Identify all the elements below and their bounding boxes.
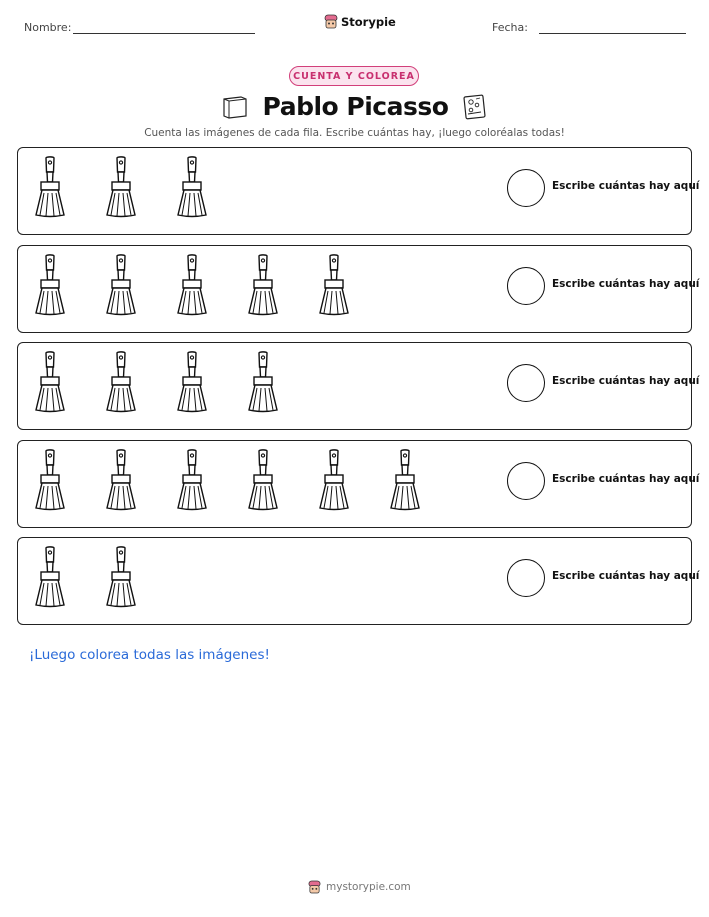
name-field[interactable] (73, 33, 255, 34)
answer-circle[interactable] (507, 462, 545, 500)
footer-note: ¡Luego colorea todas las imágenes! (29, 647, 270, 663)
counting-row (17, 147, 700, 235)
counting-row (17, 342, 700, 430)
paintbrush-icon[interactable] (172, 351, 212, 415)
brand-logo (324, 14, 396, 29)
answer-label: Escribe cuántas hay aquí (552, 375, 700, 387)
site-footer (308, 880, 411, 894)
site-url: mystorypie.com (326, 881, 411, 893)
paintbrush-icon[interactable] (314, 254, 354, 318)
answer-circle[interactable] (507, 364, 545, 402)
paintbrush-icon[interactable] (30, 546, 70, 610)
paintbrush-icon[interactable] (30, 449, 70, 513)
answer-label: Escribe cuántas hay aquí (552, 472, 700, 485)
answer-circle[interactable] (507, 559, 545, 597)
answer-circle[interactable] (507, 169, 545, 207)
painting-canvas-icon (462, 93, 488, 121)
counting-row (17, 245, 700, 333)
paintbrush-icon[interactable] (243, 351, 283, 415)
paintbrush-icon[interactable] (243, 254, 283, 318)
storypie-logo-icon (324, 14, 338, 29)
paintbrush-icon[interactable] (172, 449, 212, 513)
paintbrush-icon[interactable] (101, 546, 141, 610)
paintbrush-icon[interactable] (101, 156, 141, 220)
answer-label: Escribe cuántas hay aquí (552, 180, 700, 192)
paintbrush-icon[interactable] (101, 449, 141, 513)
answer-label: Escribe cuántas hay aquí (552, 277, 700, 290)
paintbrush-icon[interactable] (101, 351, 141, 415)
answer-circle[interactable] (507, 267, 545, 305)
page-title: Pablo Picasso (262, 92, 449, 121)
name-label: Nombre: (24, 21, 72, 34)
paintbrush-icon[interactable] (30, 254, 70, 318)
instructions: Cuenta las imágenes de cada fila. Escribe cuántas hay, ¡luego coloréalas todas! (144, 127, 565, 139)
paintbrush-icon[interactable] (385, 449, 425, 513)
brand-name: Storypie (341, 14, 396, 29)
sketchbook-icon (221, 95, 249, 119)
paintbrush-icon[interactable] (30, 351, 70, 415)
date-field[interactable] (539, 33, 686, 34)
paintbrush-icon[interactable] (243, 449, 283, 513)
storypie-logo-icon (308, 880, 321, 894)
title-bar (0, 92, 709, 121)
answer-label: Escribe cuántas hay aquí (552, 570, 700, 582)
date-label: Fecha: (492, 21, 528, 34)
paintbrush-icon[interactable] (101, 254, 141, 318)
counting-row (17, 440, 700, 528)
paintbrush-icon[interactable] (30, 156, 70, 220)
paintbrush-icon[interactable] (172, 254, 212, 318)
paintbrush-icon[interactable] (172, 156, 212, 220)
counting-row (17, 537, 700, 625)
activity-badge: CUENTA Y COLOREA (289, 66, 419, 86)
paintbrush-icon[interactable] (314, 449, 354, 513)
